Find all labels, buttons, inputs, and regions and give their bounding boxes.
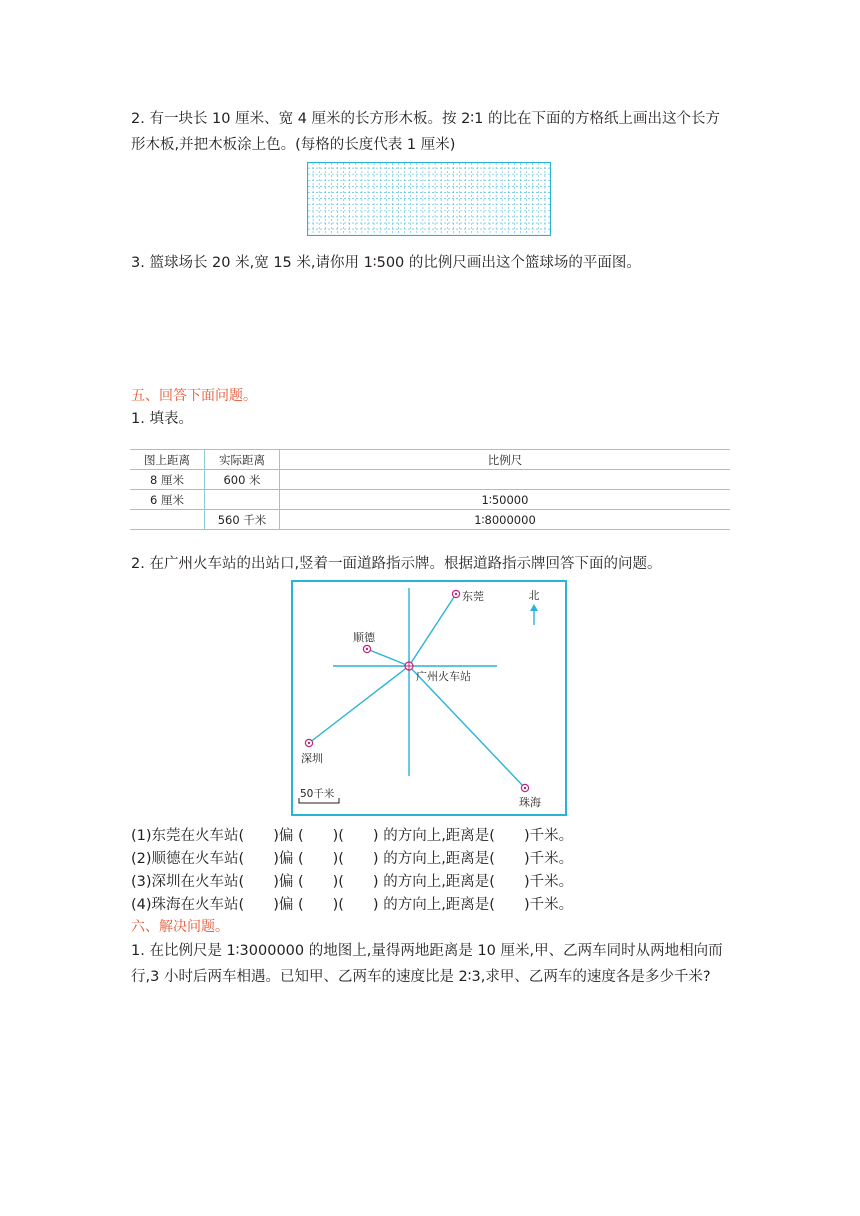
header-map-distance: 图上距离: [130, 450, 205, 470]
table-row: [130, 510, 730, 530]
table-cell: 560 千米: [205, 510, 280, 530]
q2-line2: 形木板,并把木板涂上色。(每格的长度代表 1 厘米): [131, 137, 456, 153]
table-cell-blank[interactable]: [205, 490, 280, 510]
grid-paper[interactable]: [307, 162, 551, 236]
scale-table: [130, 449, 730, 530]
label-shunde: 顺德: [353, 631, 375, 644]
header-actual-distance: 实际距离: [205, 450, 280, 470]
table-row: [130, 490, 730, 510]
problem1-line1: 1. 在比例尺是 1∶3000000 的地图上,量得两地距离是 10 厘米,甲、乙两车同时从两地相向而: [131, 943, 723, 959]
q2-line1: 2. 有一块长 10 厘米、宽 4 厘米的长方形木板。按 2∶1 的比在下面的方格纸上画出这个长方: [131, 111, 720, 127]
section5-heading: 五、回答下面问题。: [131, 388, 257, 404]
table-header-row: [130, 450, 730, 470]
answer-line-4[interactable]: (4)珠海在火车站( )偏 ( )( ) 的方向上,距离是( )千米。: [131, 897, 574, 913]
answer-line-2[interactable]: (2)顺德在火车站( )偏 ( )( ) 的方向上,距离是( )千米。: [131, 851, 574, 867]
table-cell: 8 厘米: [130, 470, 205, 490]
q1-fill-table-label: 1. 填表。: [131, 411, 193, 427]
table-cell-blank[interactable]: [130, 510, 205, 530]
label-shenzhen: 深圳: [301, 752, 323, 765]
map-border: [292, 581, 566, 815]
table-row: [130, 470, 730, 490]
label-guangzhou-station: 广州火车站: [416, 670, 471, 683]
problem1-line2: 行,3 小时后两车相遇。已知甲、乙两车的速度比是 2∶3,求甲、乙两车的速度各是多少千米?: [131, 969, 711, 985]
header-scale: 比例尺: [280, 450, 731, 470]
section6-heading: 六、解决问题。: [131, 919, 229, 935]
north-label: 北: [528, 589, 540, 602]
label-dongguan: 东莞: [462, 590, 484, 603]
scale-label: 50千米: [300, 788, 335, 800]
q3-text: 3. 篮球场长 20 米,宽 15 米,请你用 1∶500 的比例尺画出这个篮球场的平面图。: [131, 255, 641, 271]
answer-line-3[interactable]: (3)深圳在火车站( )偏 ( )( ) 的方向上,距离是( )千米。: [131, 874, 574, 890]
answer-line-1[interactable]: (1)东莞在火车站( )偏 ( )( ) 的方向上,距离是( )千米。: [131, 828, 574, 844]
table-cell: 6 厘米: [130, 490, 205, 510]
road-sign-map: [291, 580, 567, 816]
table-cell: 1∶8000000: [280, 510, 731, 530]
table-cell: 600 米: [205, 470, 280, 490]
q2-map-intro: 2. 在广州火车站的出站口,竖着一面道路指示牌。根据道路指示牌回答下面的问题。: [131, 556, 662, 572]
label-zhuhai: 珠海: [519, 796, 541, 809]
table-cell: 1∶50000: [280, 490, 731, 510]
table-cell-blank[interactable]: [280, 470, 731, 490]
